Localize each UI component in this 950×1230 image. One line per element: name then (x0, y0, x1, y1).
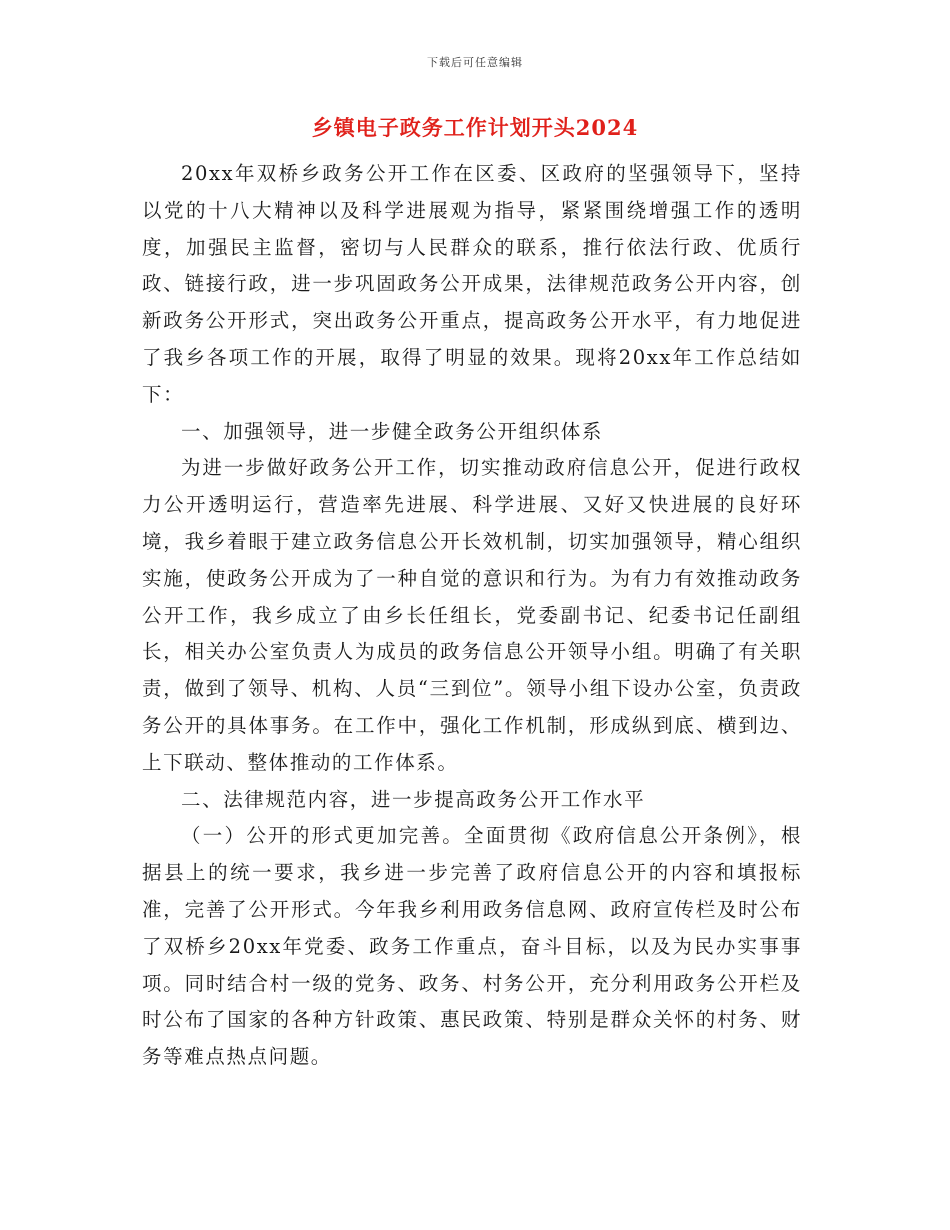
document-title: 乡镇电子政务工作计划开头2024 (311, 115, 639, 140)
section-heading-2: 二、法律规范内容，进一步提高政务公开工作水平 (181, 787, 646, 811)
paragraph-section-2-1: （一）公开的形式更加完善。全面贯彻《政府信息公开条例》，根据县上的统一要求，我乡进一步完善了政府信息公开的内容和填报标准，完善了公开形式。今年我乡利用政务信息网、政府宣传栏及时公布了双桥乡20xx年党委、政务工作重点，奋斗目标，以及为民办实事事项。同时结合村一级的党务、政务、村务公开，充分利用政务公开栏及时公布了国家的各种方针政策、惠民政策、特别是群众关怀的村务、财务等难点热点问题。 (142, 824, 802, 1069)
section-heading-1: 一、加强领导，进一步健全政务公开组织体系 (181, 419, 604, 443)
header-note: 下载后可任意编辑 (427, 56, 523, 69)
document-body (142, 156, 802, 1076)
paragraph-intro: 20xx年双桥乡政务公开工作在区委、区政府的坚强领导下，坚持以党的十八大精神以及科学进展观为指导，紧紧围绕增强工作的透明度，加强民主监督，密切与人民群众的联系，推行依法行政、优质行政、链接行政，进一步巩固政务公开成果，法律规范政务公开内容，创新政务公开形式，突出政务公开重点，提高政务公开水平，有力地促进了我乡各项工作的开展，取得了明显的效果。现将20xx年工作总结如下： (142, 162, 802, 406)
paragraph-section-1: 为进一步做好政务公开工作，切实推动政府信息公开，促进行政权力公开透明运行，营造率先进展、科学进展、又好又快进展的良好环境，我乡着眼于建立政务信息公开长效机制，切实加强领导，精心组织实施，使政务公开成为了一种自觉的意识和行为。为有力有效推动政务公开工作，我乡成立了由乡长任组长，党委副书记、纪委书记任副组长，相关办公室负责人为成员的政务信息公开领导小组。明确了有关职责，做到了领导、机构、人员“三到位”。领导小组下设办公室，负责政务公开的具体事务。在工作中，强化工作机制，形成纵到底、横到边、上下联动、整体推动的工作体系。 (142, 456, 802, 774)
